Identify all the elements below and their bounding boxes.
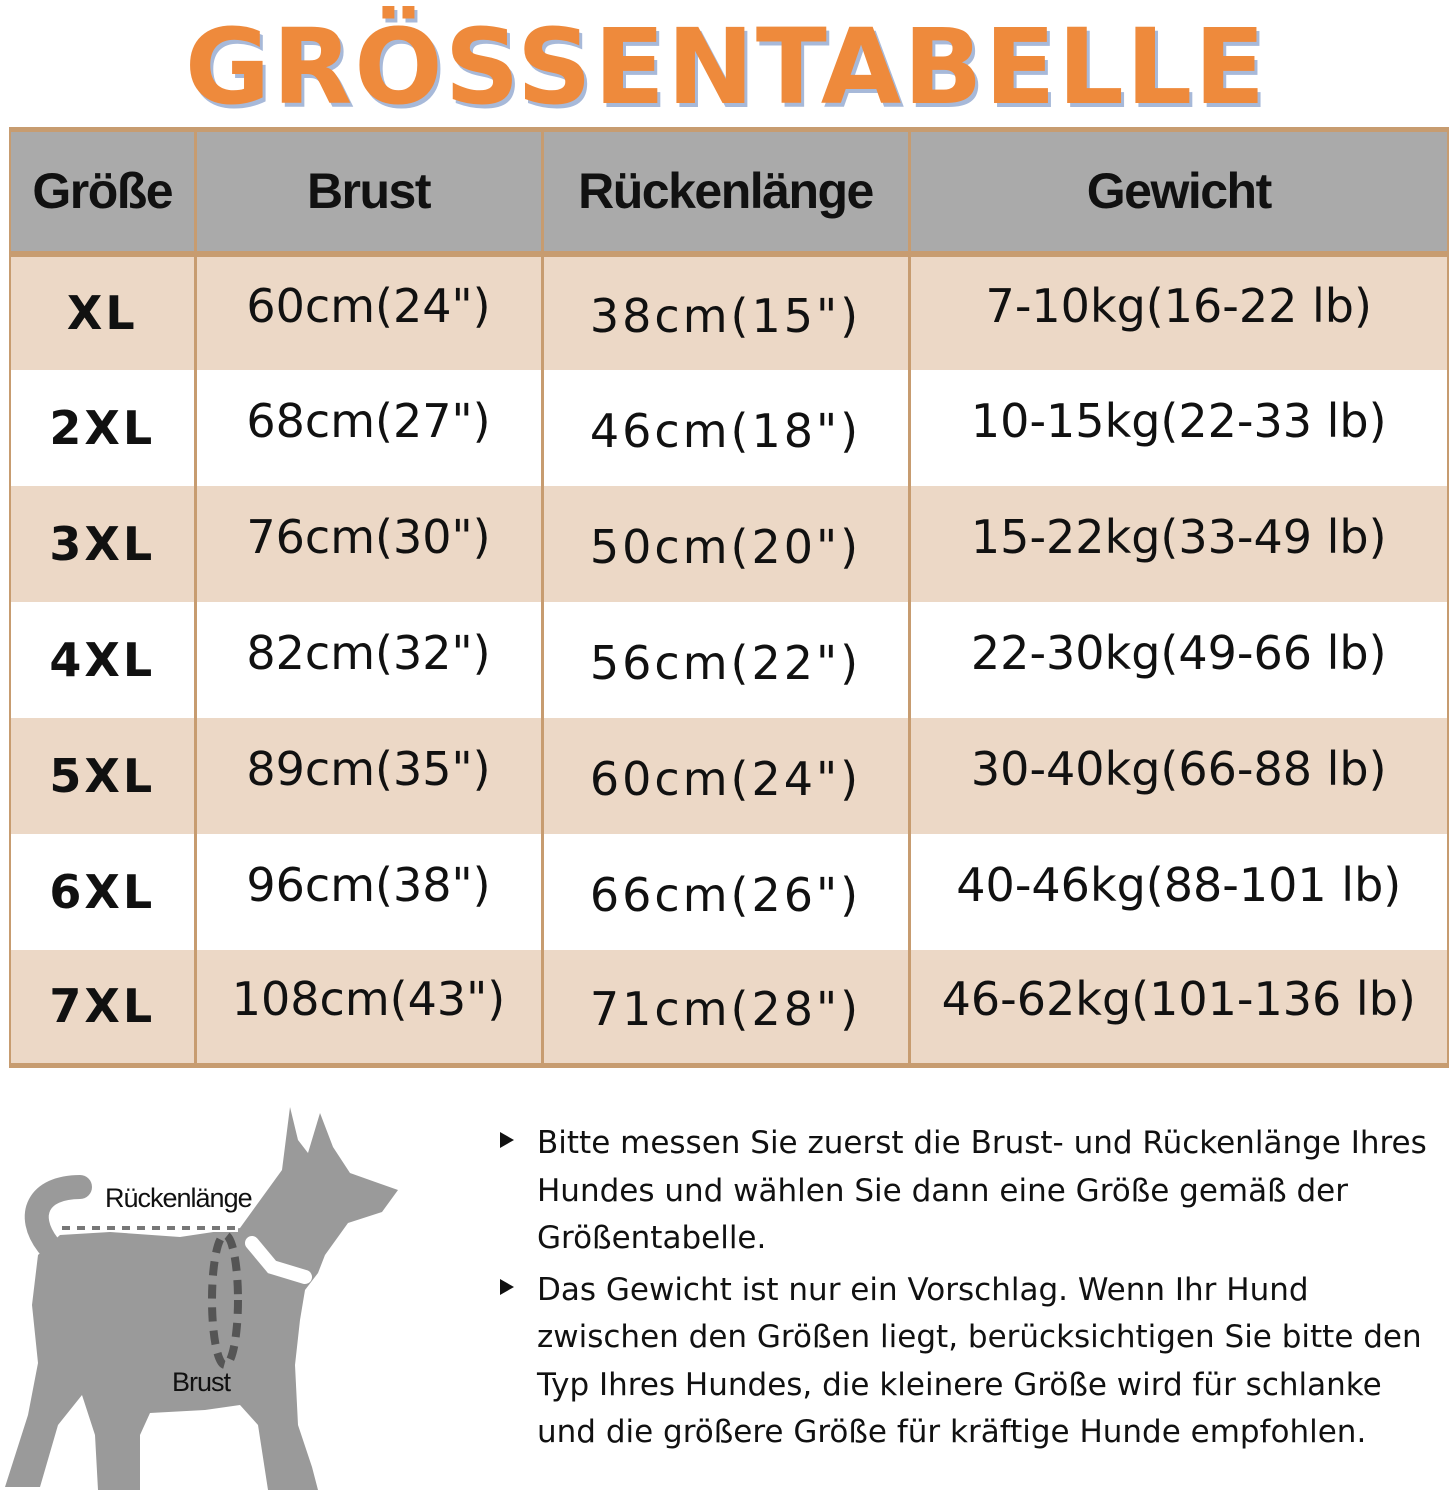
table-row [10,602,1448,718]
ruecken-cell: 38cm(15") [542,254,909,370]
size-cell: 7XL [10,950,195,1066]
brust-cell: 108cm(43") [195,950,542,1066]
table-row [10,254,1448,370]
table-row [10,370,1448,486]
gewicht-cell: 30-40kg(66-88 lb) [909,718,1448,834]
table-row [10,486,1448,602]
gewicht-cell: 10-15kg(22-33 lb) [909,370,1448,486]
size-cell: 4XL [10,602,195,718]
ruecken-cell: 56cm(22") [542,602,909,718]
header-groesse: Größe [10,130,195,254]
ruecken-cell: 66cm(26") [542,834,909,950]
table-row [10,718,1448,834]
label-rueckenlaenge: Rückenlänge [105,1183,252,1213]
dog-silhouette-icon [0,1095,480,1500]
gewicht-cell: 7-10kg(16-22 lb) [909,254,1448,370]
page-title: GRÖSSENTABELLE [184,6,1268,128]
triangle-right-icon [500,1120,537,1263]
brust-cell: 68cm(27") [195,370,542,486]
gewicht-cell: 40-46kg(88-101 lb) [909,834,1448,950]
size-cell: 5XL [10,718,195,834]
gewicht-cell: 15-22kg(33-49 lb) [909,486,1448,602]
brust-cell: 89cm(35") [195,718,542,834]
size-cell: XL [10,254,195,370]
brust-cell: 96cm(38") [195,834,542,950]
header-brust: Brust [195,130,542,254]
dog-measurement-figure [0,1095,480,1500]
ruecken-cell: 71cm(28") [542,950,909,1066]
ruecken-cell: 46cm(18") [542,370,909,486]
ruecken-cell: 50cm(20") [542,486,909,602]
brust-cell: 82cm(32") [195,602,542,718]
brust-cell: 60cm(24") [195,254,542,370]
table-row [10,834,1448,950]
table-header-row [10,130,1448,254]
note-item [500,1267,1445,1457]
note-text: Das Gewicht ist nur ein Vorschlag. Wenn Ihr Hund zwischen den Größen liegt, berücksichtigen Sie bitte den Typ Ihres Hundes, die kleinere Größe wird für schlanke und die größere Größe für kräftige Hunde empfohlen. [537,1271,1422,1450]
label-brust: Brust [172,1367,231,1397]
notes-list [500,1120,1445,1461]
size-table [9,127,1449,1068]
header-rueckenlaenge: Rückenlänge [542,130,909,254]
size-cell: 2XL [10,370,195,486]
gewicht-cell: 46-62kg(101-136 lb) [909,950,1448,1066]
header-gewicht: Gewicht [909,130,1448,254]
triangle-right-icon [500,1267,537,1457]
gewicht-cell: 22-30kg(49-66 lb) [909,602,1448,718]
ruecken-cell: 60cm(24") [542,718,909,834]
note-item [500,1120,1445,1263]
table-row [10,950,1448,1066]
size-cell: 6XL [10,834,195,950]
size-cell: 3XL [10,486,195,602]
brust-cell: 76cm(30") [195,486,542,602]
note-text: Bitte messen Sie zuerst die Brust- und Rückenlänge Ihres Hundes und wählen Sie dann eine Größe gemäß der Größentabelle. [537,1125,1427,1256]
